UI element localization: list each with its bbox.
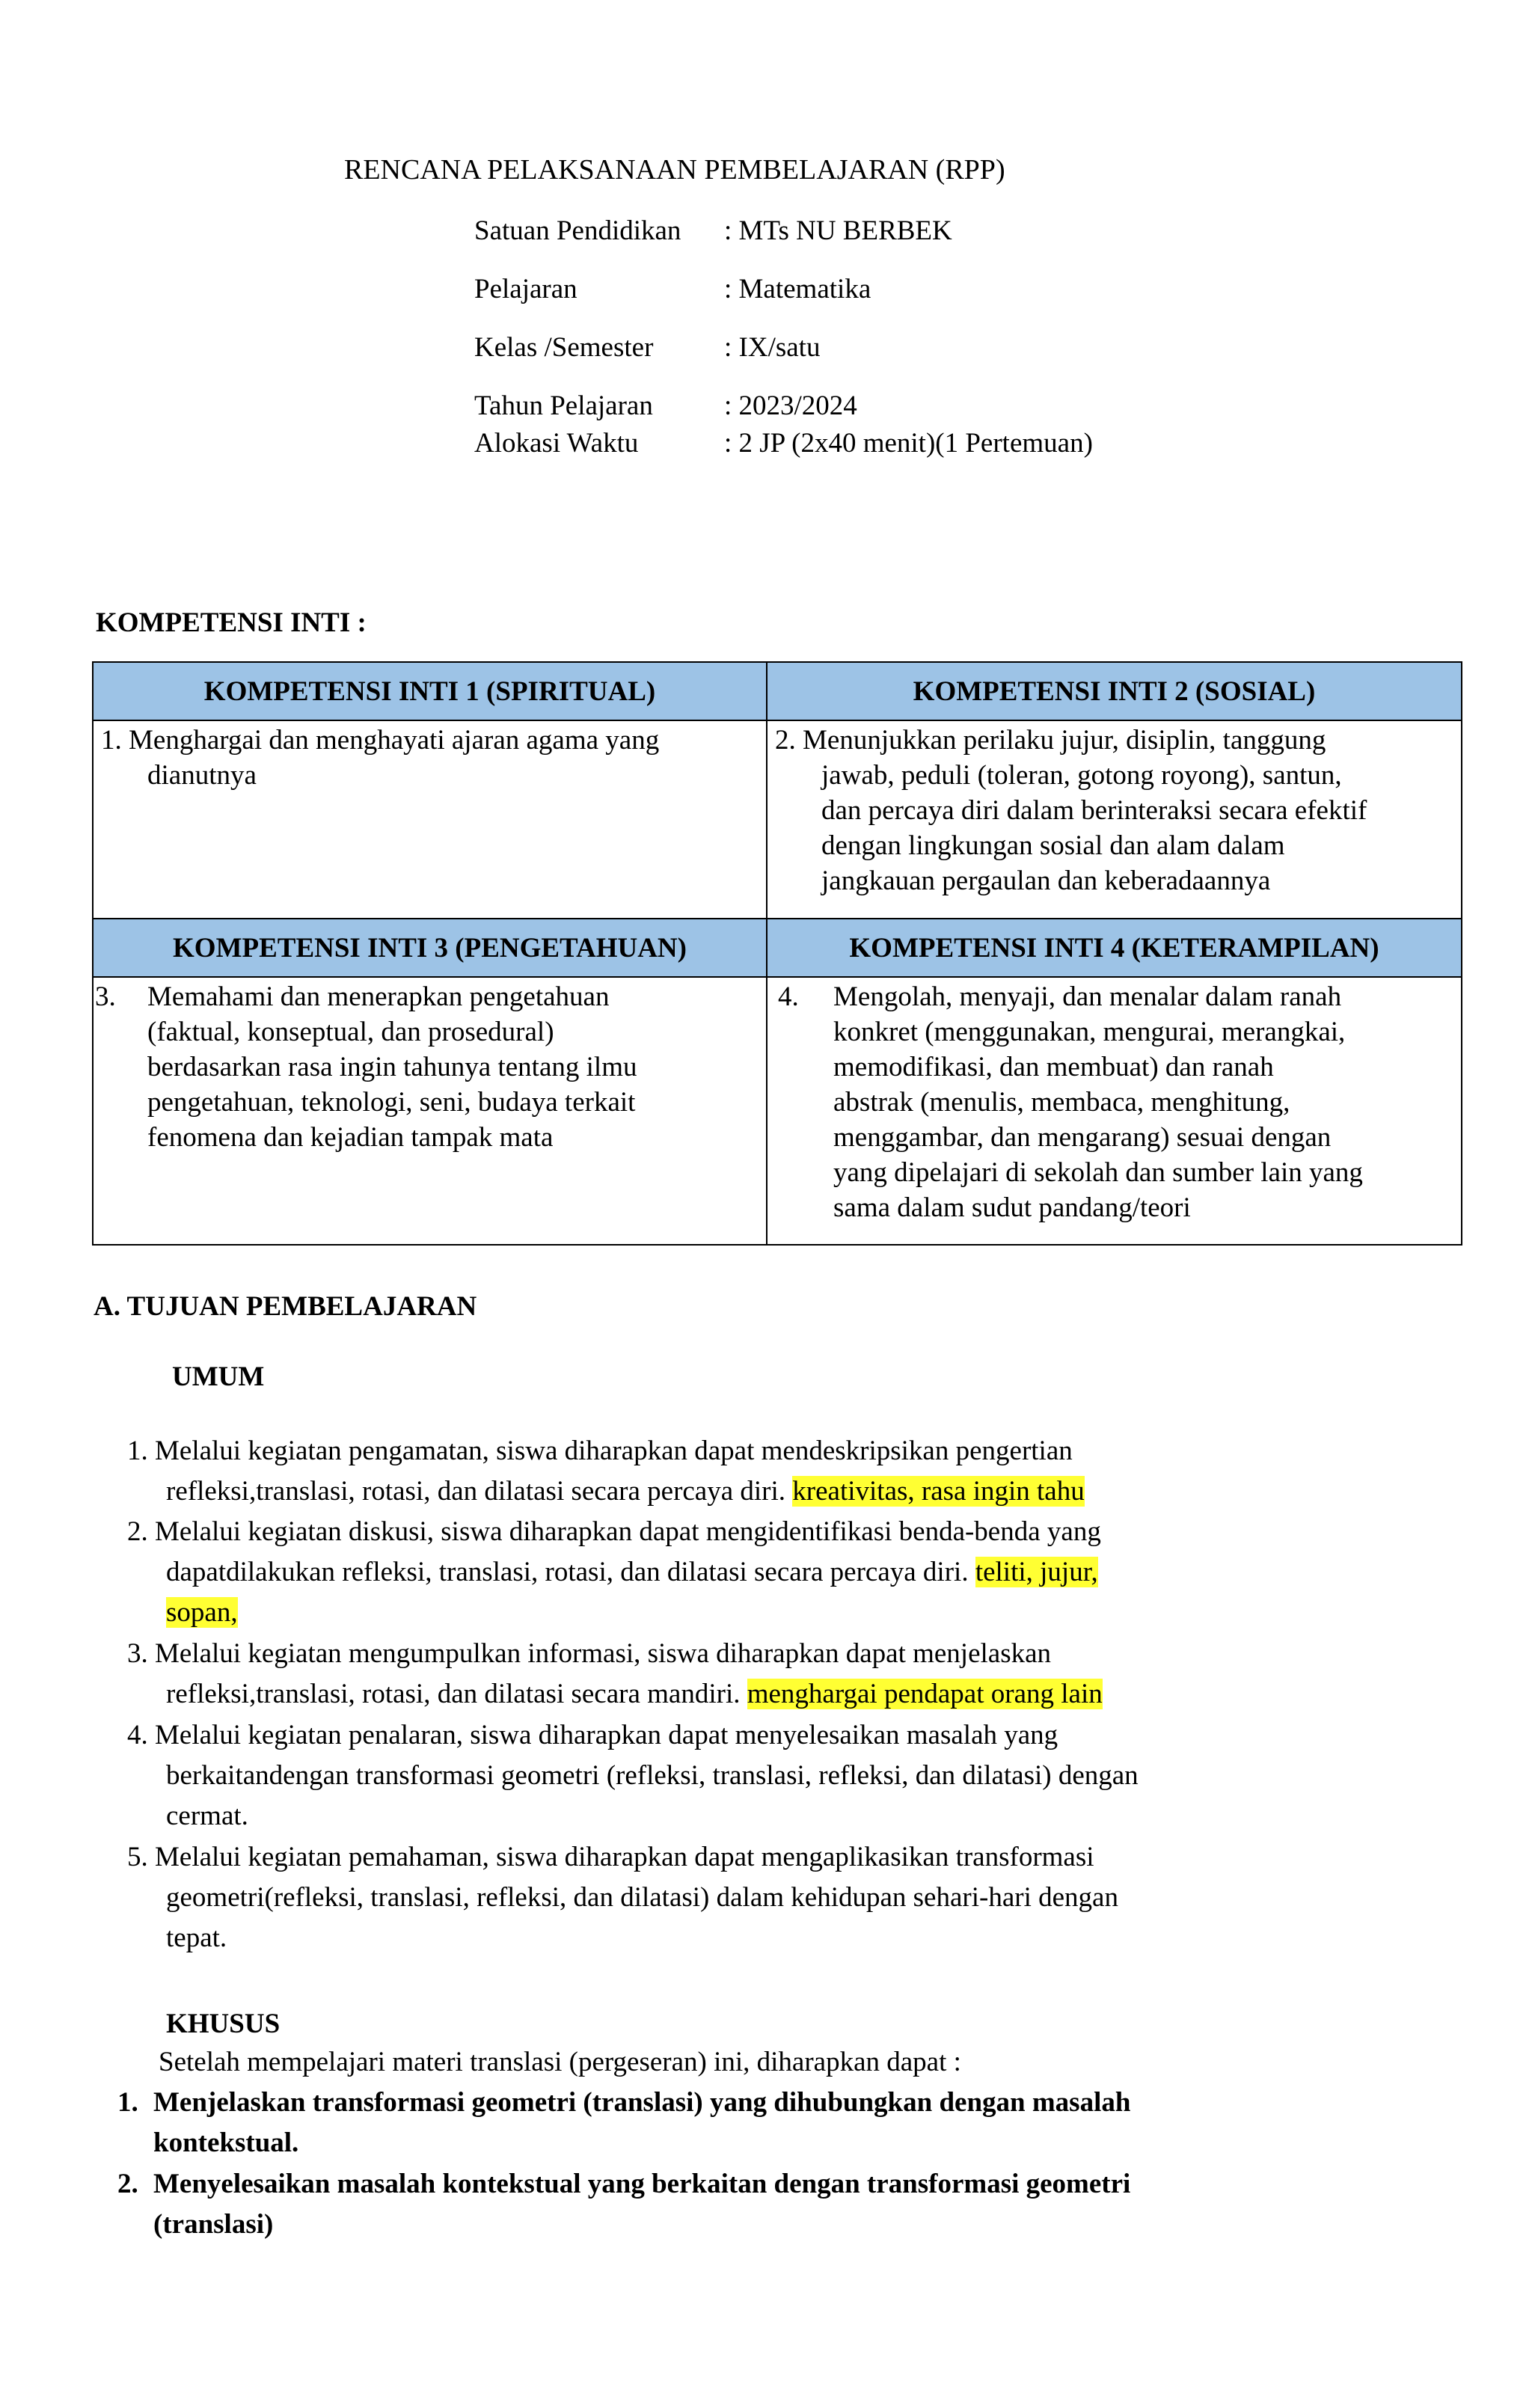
ki3-line-4: pengetahuan, teknologi, seni, budaya terkait xyxy=(147,1087,636,1118)
ki1-header: KOMPETENSI INTI 1 (SPIRITUAL) xyxy=(93,662,767,720)
meta-label-tahun: Tahun Pelajaran xyxy=(474,390,653,421)
document-title: RENCANA PELAKSANAAN PEMBELAJARAN (RPP) xyxy=(344,154,1005,186)
ki3-number: 3. xyxy=(95,981,116,1012)
ki4-line-6: yang dipelajari di sekolah dan sumber lain yang xyxy=(833,1157,1363,1188)
ki2-line-1: 2. Menunjukkan perilaku jujur, disiplin, tanggung xyxy=(775,725,1326,756)
ki4-line-7: sama dalam sudut pandang/teori xyxy=(833,1192,1191,1223)
ki4-cell xyxy=(767,977,1462,1245)
meta-value-tahun: : 2023/2024 xyxy=(724,390,857,421)
khusus-item-1-line-2: kontekstual. xyxy=(153,2127,299,2158)
ki4-number: 4. xyxy=(778,981,799,1012)
highlight-karakter-3: menghargai pendapat orang lain xyxy=(747,1679,1103,1709)
umum-item-4-line-2: berkaitandengan transformasi geometri (refleksi, translasi, refleksi, dan dilatasi) dengan xyxy=(166,1760,1139,1791)
khusus-heading: KHUSUS xyxy=(166,2009,281,2039)
ki2-header: KOMPETENSI INTI 2 (SOSIAL) xyxy=(767,662,1462,720)
ki2-line-5: jangkauan pergaulan dan keberadaannya xyxy=(821,866,1271,896)
khusus-item-2-number: 2. xyxy=(117,2169,138,2199)
umum-item-2-text: dapatdilakukan refleksi, translasi, rotasi, dan dilatasi secara percaya diri. xyxy=(166,1557,975,1587)
umum-item-1-line-1: 1. Melalui kegiatan pengamatan, siswa diharapkan dapat mendeskripsikan pengertian xyxy=(127,1436,1073,1466)
meta-label-alokasi: Alokasi Waktu xyxy=(474,428,639,459)
ki1-cell xyxy=(93,720,767,919)
highlight-karakter-1: kreativitas, rasa ingin tahu xyxy=(792,1476,1085,1507)
ki4-line-2: konkret (menggunakan, mengurai, merangkai, xyxy=(833,1017,1346,1047)
ki2-line-4: dengan lingkungan sosial dan alam dalam xyxy=(821,830,1285,861)
ki4-line-5: menggambar, dan mengarang) sesuai dengan xyxy=(833,1122,1332,1153)
umum-item-4-line-3: cermat. xyxy=(166,1801,248,1831)
umum-item-2-line-3 xyxy=(166,1593,238,1633)
khusus-item-2-line-1: Menyelesaikan masalah kontekstual yang berkaitan dengan transformasi geometri xyxy=(153,2169,1131,2199)
umum-item-2-line-2 xyxy=(166,1552,1098,1593)
ki1-line-1: 1. Menghargai dan menghayati ajaran agama yang xyxy=(101,725,660,756)
umum-item-3-text: refleksi,translasi, rotasi, dan dilatasi secara mandiri. xyxy=(166,1679,747,1709)
khusus-item-1-line-1: Menjelaskan transformasi geometri (translasi) yang dihubungkan dengan masalah xyxy=(153,2087,1131,2118)
ki-heading: KOMPETENSI INTI : xyxy=(96,607,367,638)
umum-item-3-line-2 xyxy=(166,1674,1103,1715)
ki3-line-1: Memahami dan menerapkan pengetahuan xyxy=(147,981,610,1012)
ki3-cell xyxy=(93,977,767,1245)
umum-item-1-line-2 xyxy=(166,1471,1085,1512)
khusus-item-2-line-2: (translasi) xyxy=(153,2209,274,2240)
umum-heading: UMUM xyxy=(172,1361,265,1392)
ki3-header: KOMPETENSI INTI 3 (PENGETAHUAN) xyxy=(93,919,767,977)
ki2-line-3: dan percaya diri dalam berinteraksi secara efektif xyxy=(821,795,1367,826)
ki3-line-5: fenomena dan kejadian tampak mata xyxy=(147,1122,554,1153)
meta-value-alokasi: : 2 JP (2x40 menit)(1 Pertemuan) xyxy=(724,428,1093,459)
tujuan-heading: A. TUJUAN PEMBELAJARAN xyxy=(94,1291,477,1322)
umum-item-2-line-1: 2. Melalui kegiatan diskusi, siswa diharapkan dapat mengidentifikasi benda-benda yang xyxy=(127,1516,1101,1547)
ki4-line-3: memodifikasi, dan membuat) dan ranah xyxy=(833,1052,1274,1082)
meta-value-satuan: : MTs NU BERBEK xyxy=(724,215,952,246)
umum-item-3-line-1: 3. Melalui kegiatan mengumpulkan informasi, siswa diharapkan dapat menjelaskan xyxy=(127,1638,1052,1669)
meta-label-kelas: Kelas /Semester xyxy=(474,332,654,363)
khusus-item-1-number: 1. xyxy=(117,2087,138,2118)
meta-value-pelajaran: : Matematika xyxy=(724,274,871,304)
umum-item-5-line-2: geometri(refleksi, translasi, refleksi, dan dilatasi) dalam kehidupan sehari-hari dengan xyxy=(166,1882,1118,1913)
ki3-line-2: (faktual, konseptual, dan prosedural) xyxy=(147,1017,554,1047)
ki4-line-1: Mengolah, menyaji, dan menalar dalam ranah xyxy=(833,981,1342,1012)
meta-label-satuan: Satuan Pendidikan xyxy=(474,215,681,246)
umum-item-4-line-1: 4. Melalui kegiatan penalaran, siswa diharapkan dapat menyelesaikan masalah yang xyxy=(127,1720,1058,1750)
umum-item-5-line-3: tepat. xyxy=(166,1923,227,1953)
ki4-header: KOMPETENSI INTI 4 (KETERAMPILAN) xyxy=(767,919,1462,977)
ki1-line-2: dianutnya xyxy=(147,760,257,791)
ki4-line-4: abstrak (menulis, membaca, menghitung, xyxy=(833,1087,1290,1118)
khusus-intro: Setelah mempelajari materi translasi (pergeseran) ini, diharapkan dapat : xyxy=(159,2047,961,2077)
ki2-line-2: jawab, peduli (toleran, gotong royong), santun, xyxy=(821,760,1342,791)
umum-item-5-line-1: 5. Melalui kegiatan pemahaman, siswa diharapkan dapat mengaplikasikan transformasi xyxy=(127,1842,1094,1872)
meta-label-pelajaran: Pelajaran xyxy=(474,274,577,304)
ki3-line-3: berdasarkan rasa ingin tahunya tentang ilmu xyxy=(147,1052,637,1082)
ki2-cell xyxy=(767,720,1462,919)
umum-item-1-text: refleksi,translasi, rotasi, dan dilatasi secara percaya diri. xyxy=(166,1476,793,1507)
highlight-karakter-2a: teliti, jujur, xyxy=(975,1557,1098,1587)
ki-table xyxy=(92,661,1462,1246)
meta-value-kelas: : IX/satu xyxy=(724,332,821,363)
highlight-karakter-2b: sopan, xyxy=(166,1597,238,1628)
